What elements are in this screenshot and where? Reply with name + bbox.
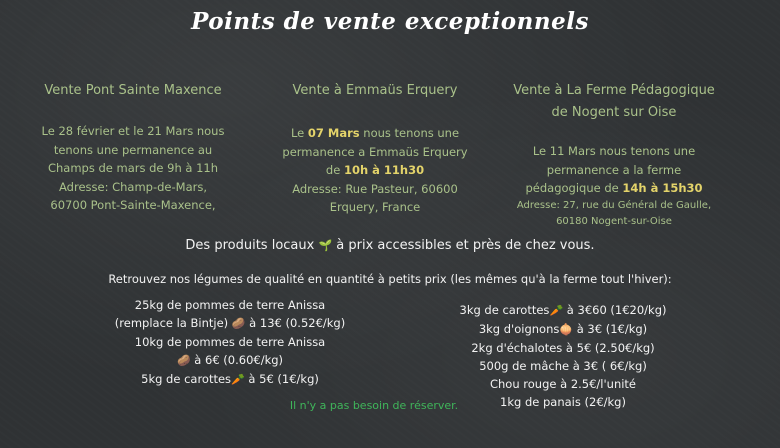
sale-point-emmaus-erquery xyxy=(268,80,482,217)
text: de xyxy=(325,163,344,177)
text: Le xyxy=(290,126,308,140)
detail-line: Adresse: Rue Pasteur, 60600 xyxy=(292,181,458,196)
list-item xyxy=(422,320,704,339)
list-item xyxy=(96,314,364,333)
list-item xyxy=(422,301,704,320)
text: à 13€ (0.52€/kg) xyxy=(245,316,346,330)
text: à prix accessibles et près de chez vous. xyxy=(332,238,595,253)
sale-point-details xyxy=(497,142,731,230)
date-highlight: 07 Mars xyxy=(307,126,360,140)
text: à 5€ (1€/kg) xyxy=(244,372,319,386)
sale-point-heading: Vente à Emmaüs Erquery xyxy=(292,83,458,98)
text: à 3€ (1€/kg) xyxy=(573,322,648,336)
potato-icon: 🥔 xyxy=(176,354,191,367)
tagline xyxy=(0,238,780,253)
time-highlight: 10h à 11h30 xyxy=(343,163,425,177)
carrot-icon: 🥕 xyxy=(549,304,564,317)
list-item xyxy=(96,351,364,370)
sale-point-details xyxy=(268,124,482,217)
list-item xyxy=(96,370,364,389)
time-highlight: 14h à 15h30 xyxy=(622,181,703,195)
sale-point-details xyxy=(28,122,238,215)
list-item: Chou rouge à 2.5€/l'unité xyxy=(489,377,637,391)
detail-line: tenons une permanence au xyxy=(53,142,213,157)
sale-point-heading: Vente à La Ferme Pédagogique xyxy=(513,83,715,98)
text: à 6€ (0.60€/kg) xyxy=(190,353,284,367)
detail-line: Adresse: Champ-de-Mars, xyxy=(59,179,207,194)
list-item: 1kg de panais (2€/kg) xyxy=(500,395,626,409)
sale-point-ferme-pedagogique xyxy=(497,80,731,230)
sale-point-heading: Vente Pont Sainte Maxence xyxy=(44,83,222,98)
detail-line: Erquery, France xyxy=(329,200,421,214)
product-list-left xyxy=(96,296,364,389)
text: nous tenons une xyxy=(359,126,460,140)
text: Des produits locaux xyxy=(185,238,319,253)
list-item: 2kg d'échalotes à 5€ (2.50€/kg) xyxy=(471,341,655,355)
text: à 3€60 (1€20/kg) xyxy=(563,303,667,317)
carrot-icon: 🥕 xyxy=(231,373,245,386)
detail-line: permanence a Emmaüs Erquery xyxy=(282,144,468,159)
list-item: 500g de mâche à 3€ ( 6€/kg) xyxy=(479,359,647,373)
detail-line: Le 28 février et le 21 Mars nous xyxy=(41,124,225,138)
text: 5kg de carottes xyxy=(141,372,232,386)
product-list-right xyxy=(422,301,704,411)
detail-line: Adresse: 27, rue du Général de Gaulle, xyxy=(516,199,712,211)
list-item: 25kg de pommes de terre Anissa xyxy=(134,298,326,312)
detail-line: 60180 Nogent-sur-Oise xyxy=(556,215,672,227)
sale-point-pont-sainte-maxence xyxy=(28,80,238,215)
onion-icon: 🧅 xyxy=(559,323,574,336)
no-reservation-note: Il n'y a pas besoin de réserver. xyxy=(289,399,459,412)
products-intro: Retrouvez nos légumes de qualité en quantité à petits prix (les mêmes qu'à la ferme tout l'hiver): xyxy=(108,272,672,286)
page-title: Points de vente exceptionnels xyxy=(191,8,589,35)
detail-line xyxy=(268,124,482,143)
detail-line: 60700 Pont-Sainte-Maxence, xyxy=(50,198,216,212)
detail-line: permanence a la ferme xyxy=(546,162,682,177)
text: 3kg de carottes xyxy=(459,303,550,317)
potato-icon: 🥔 xyxy=(231,317,246,330)
text: (remplace la Bintje) xyxy=(114,316,232,330)
list-item: 10kg de pommes de terre Anissa xyxy=(134,335,326,349)
seedling-icon: 🌱 xyxy=(318,239,333,252)
text: 3kg d'oignons xyxy=(478,322,560,336)
detail-line xyxy=(268,161,482,180)
detail-line xyxy=(497,179,731,198)
detail-line: Le 11 Mars nous tenons une xyxy=(532,144,696,158)
text: pédagogique de xyxy=(525,181,623,195)
sale-point-heading: de Nogent sur Oise xyxy=(551,105,677,120)
detail-line: Champs de mars de 9h à 11h xyxy=(47,161,219,175)
